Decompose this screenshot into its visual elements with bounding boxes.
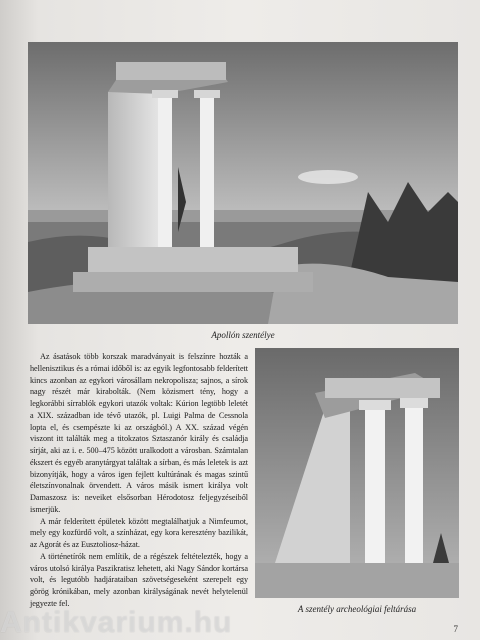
paragraph-3: A történetírók nem említik, de a régészek feltételezték, hogy a város utolsó királya Paszikratisz lehetett, aki Nagy Sándor kortársa volt, és legutóbb hadjárataiban szövetségeseként szerepelt egy görög krónikában, mely azonban királyságának nevét helytelenül jegyezte fel.	[30, 551, 248, 608]
apollo-sanctuary-photo	[28, 42, 458, 324]
photo-caption-bottom: A szentély archeológiai feltárása	[297, 604, 417, 614]
paragraph-1: Az ásatások több korszak maradványait is felszínre hozták a hellenisztikus és a római időből is: az egyik legfontosabb felderített kincs azonban az egykori városállam nekropolisza; sajnos, a sírok nagy részét már kirabolták. (Nem közismert tény, hogy a legkorábbi sírrablók egykori utazók voltak: Kúrion legtöbb leletét a XIX. században ide tévő utazók, pl. Luigi Palma de Cessnola lopta el, és csempészte ki az országból.) A XX. század végén viszont itt találták meg a titokzatos Sztaszanór király és családja sírját, aki az i. e. 500–475 között uralkodott a városban. Számtalan ékszert és egyéb aranytárgyat találtak a sírban, és más leletek is azt bizonyítják, hogy a város igen fejlett kultúrának és magas szintű életszínvonalnak örvendett. A város másik ismert királya volt Damaszosz is: neveiket elsősorban Hérodotosz feljegyzéseiből ismerjük.	[30, 352, 248, 514]
page-number: 7	[453, 624, 458, 634]
watermark: Antikvarium.hu	[0, 606, 233, 639]
sanctuary-excavation-photo	[255, 348, 459, 598]
temple-ruin-icon	[28, 42, 458, 324]
paragraph-2: A már felderített épületek között megtalálhatjuk a Nimfeumot, mely egy kozfürdő volt, a színházat, egy kora keresztény bazilikát, az Agorát és az Eusztoliosz-házat.	[30, 516, 248, 549]
article-text	[30, 351, 248, 610]
photo-caption-top: Apollón szentélye	[211, 330, 275, 340]
temple-column-icon	[255, 348, 459, 598]
